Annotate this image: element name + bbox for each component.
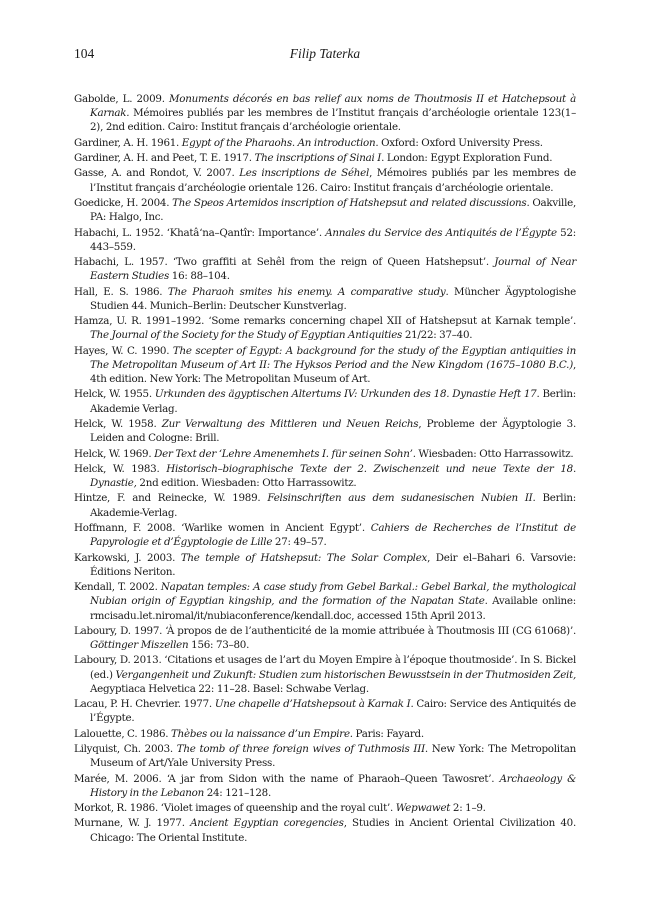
entry-title: Der Text der ‘Lehre Amenemhets I. für seinen Sohn’ (154, 447, 413, 460)
entry-title: Egypt of the Pharaohs. An introduction (181, 136, 376, 149)
bibliography-entry (74, 196, 576, 224)
bibliography-entry (74, 285, 576, 313)
entry-title: The Speos Artemidos inscription of Hatshepsut and related discussions (172, 196, 527, 209)
entry-author-year: Hamza, U. R. 1991–1992. ‘Some remarks concerning chapel XII of Hatshepsut at Karnak temple’. (74, 315, 576, 328)
bibliography-entry (74, 742, 576, 770)
entry-author-year: Hall, E. S. 1986. (74, 285, 168, 298)
entry-publication-details: . Cairo: Service des Antiquités de l’Égypte. (90, 698, 576, 725)
entry-publication-details: . Oxford: Oxford University Press. (375, 136, 543, 149)
entry-publication-details: 52: 443–559. (90, 226, 576, 253)
bibliography-entry (74, 551, 576, 579)
bibliography-entry (74, 255, 576, 283)
bibliography-entry (74, 816, 576, 844)
entry-publication-details: 156: 73–80. (188, 639, 250, 652)
entry-author-year: Marée, M. 2006. ‘A jar from Sidon with the name of Pharaoh–Queen Tawosret’. (74, 772, 500, 785)
entry-author-year: Helck, W. 1969. (74, 447, 155, 460)
entry-title: Napatan temples: A case study from Gebel Barkal.: Gebel Barkal, the mythological Nubian origin of Egyptian kingship, and the formation of the Napatan State (90, 581, 576, 608)
entry-publication-details: 24: 121–128. (203, 786, 271, 799)
bibliography-entry (74, 387, 576, 415)
entry-publication-details: . Berlin: Akademie Verlag. (90, 388, 576, 415)
entry-publication-details: 21/22: 37–40. (402, 329, 473, 342)
entry-author-year: Gasse, A. and Rondot, V. 2007. (74, 167, 240, 180)
entry-author-year: Laboury, D. 2013. ‘Citations et usages de l’art du Moyen Empire à l’époque thoutmoside’. In S. Bickel (ed.) (74, 654, 576, 681)
entry-author-year: Helck, W. 1958. (74, 418, 162, 431)
entry-title: Felsinschriften aus dem sudanesischen Nubien II (267, 492, 533, 505)
entry-author-year: Kendall, T. 2002. (74, 581, 161, 594)
entry-title: Ancient Egyptian coregencies (190, 817, 344, 830)
bibliography-entry (74, 521, 576, 549)
bibliography-entry (74, 580, 576, 623)
entry-publication-details: , Deir el–Bahari 6. Varsovie: Éditions Neriton. (90, 551, 576, 578)
bibliography-entry (74, 447, 576, 461)
entry-author-year: Laboury, D. 1997. ‘À propos de de l’authenticité de la momie attribuée à Thoutmosis III (CG 61068)’. (74, 624, 576, 637)
entry-title: The Pharaoh smites his enemy. A comparative study (167, 285, 446, 298)
entry-publication-details: . Müncher Ägyptologishe Studien 44. Munich–Berlin: Deutscher Kunstverlag. (90, 285, 576, 312)
entry-title: Historisch–biographische Texte der 2. Zwischenzeit und neue Texte der 18. Dynastie, (90, 462, 577, 490)
entry-title: Archaeology & History in the Lebanon (90, 772, 577, 799)
page-header (74, 46, 576, 66)
entry-title: Vergangenheit und Zukunft: Studien zum historischen Bewusstsein in der Thutmosiden Zeit, (115, 668, 576, 681)
entry-publication-details: . Wiesbaden: Otto Harrassowitz. (412, 447, 574, 460)
entry-publication-details: Mémoires publiés par les membres de l’Institut français d’archéologie orientale 123(1–2), 2nd edition. Cairo: Institut français d’archéologie orientale. (90, 107, 576, 134)
entry-author-year: Gabolde, L. 2009. (74, 93, 169, 105)
entry-title: Wepwawet (395, 802, 451, 815)
entry-publication-details: . London: Egypt Exploration Fund. (381, 152, 553, 165)
bibliography-entry (74, 136, 576, 150)
entry-title: Monuments décorés en bas relief aux noms de Thoutmosis II et Hatchepsout à Karnak. (90, 93, 576, 120)
entry-publication-details: 16: 88–104. (169, 270, 230, 283)
entry-title: The temple of Hatshepsut: The Solar Complex (180, 551, 428, 564)
entry-author-year: Morkot, R. 1986. ‘Violet images of queenship and the royal cult’. (74, 802, 396, 815)
bibliography-entry (74, 417, 576, 445)
entry-publication-details: 27: 49–57. (272, 536, 327, 549)
entry-publication-details: , Studies in Ancient Oriental Civilization 40. Chicago: The Oriental Institute. (90, 817, 576, 844)
entry-author-year: Habachi, L. 1952. ‘Khatâ‘na–Qantîr: Importance’. (74, 226, 326, 239)
entry-title: Annales du Service des Antiquités de l’Égypte (325, 226, 557, 239)
entry-author-year: Karkowski, J. 2003. (74, 551, 181, 564)
entry-author-year: Hayes, W. C. 1990. (74, 344, 173, 357)
bibliography-entry (74, 697, 576, 725)
entry-author-year: Lalouette, C. 1986. (74, 727, 172, 740)
entry-publication-details: . Paris: Fayard. (349, 727, 424, 740)
entry-publication-details: 2nd edition. Wiesbaden: Otto Harrassowitz. (136, 477, 357, 490)
bibliography-entry (74, 801, 576, 815)
bibliography-entry (74, 92, 576, 135)
bibliography-entry (74, 624, 576, 652)
entry-title: Göttinger Miszellen (90, 639, 189, 652)
entry-title: Les inscriptions de Séhel (239, 167, 370, 180)
entry-author-year: Goedicke, H. 2004. (74, 196, 173, 209)
entry-title: The inscriptions of Sinai I (254, 152, 382, 165)
entry-title: Zur Verwaltung des Mittleren und Neuen Reichs (161, 418, 419, 431)
bibliography-entry (74, 166, 576, 194)
bibliography-entry (74, 344, 576, 387)
page-number: 104 (74, 46, 95, 61)
entry-author-year: Lacau, P. H. Chevrier. 1977. (74, 698, 215, 711)
bibliography-entry (74, 727, 576, 741)
entry-author-year: Habachi, L. 1957. ‘Two graffiti at Sehêl from the reign of Queen Hatshepsut’. (74, 256, 495, 269)
entry-title: Cahiers de Recherches de l’Institut de Papyrologie et d’Égyptologie de Lille (90, 522, 576, 549)
bibliography-entry (74, 491, 576, 519)
bibliography-entry (74, 772, 576, 800)
entry-title: The scepter of Egypt: A background for the study of the Egyptian antiquities in The Metropolitan Museum of Art II: The Hyksos Period and the New Kingdom (1675–1080 B.C.) (90, 344, 576, 371)
entry-title: Thèbes ou la naissance d’un Empire (171, 727, 350, 740)
bibliography-entry (74, 151, 576, 165)
bibliography-entry (74, 226, 576, 254)
entry-publication-details: . Available online: rmcisadu.let.niromal/it/nubiaconference/kendall.doc, accessed 15th April 2013. (90, 595, 576, 622)
entry-author-year: Helck, W. 1983. (74, 462, 167, 475)
bibliography-entry (74, 462, 576, 490)
entry-author-year: Hintze, F. and Reinecke, W. 1989. (74, 492, 268, 505)
bibliography-entry (74, 314, 576, 342)
entry-author-year: Lilyquist, Ch. 2003. (74, 743, 177, 756)
entry-title: The tomb of three foreign wives of Tuthmosis III (176, 743, 425, 756)
running-head-author: Filip Taterka (289, 46, 361, 61)
entry-title: Urkunden des ägyptischen Altertums IV: Urkunden des 18. Dynastie Heft 17 (154, 388, 537, 401)
entry-publication-details: , Mémoires publiés par les membres de l’Institut français d’archéologie orientale 126. Cairo: Institut français d’archéologie orientale. (90, 167, 576, 194)
entry-title: Une chapelle d’Hatshepsout à Karnak I (214, 698, 411, 711)
entry-author-year: Hoffmann, F. 2008. ‘Warlike women in Ancient Egypt’. (74, 522, 371, 534)
entry-title: The Journal of the Society for the Study of Egyptian Antiquities (90, 329, 403, 342)
entry-author-year: Helck, W. 1955. (74, 388, 155, 401)
entry-author-year: Gardiner, A. H. and Peet, T. E. 1917. (74, 152, 255, 165)
entry-publication-details: , Probleme der Ägyptologie 3. Leiden and Cologne: Brill. (90, 418, 576, 445)
bibliography-list (74, 92, 576, 846)
entry-publication-details: . Oakville, PA: Halgo, Inc. (90, 196, 576, 224)
entry-author-year: Gardiner, A. H. 1961. (74, 136, 182, 149)
bibliography-entry (74, 653, 576, 696)
entry-publication-details: . Berlin: Akademie-Verlag. (90, 492, 576, 519)
entry-publication-details: Aegyptiaca Helvetica 22: 11–28. Basel: Schwabe Verlag. (90, 682, 369, 695)
entry-publication-details: 2: 1–9. (450, 802, 486, 815)
entry-publication-details: , 4th edition. New York: The Metropolitan Museum of Art. (90, 358, 576, 386)
entry-title: Journal of Near Eastern Studies (90, 256, 576, 283)
entry-author-year: Murnane, W. J. 1977. (74, 817, 191, 830)
entry-publication-details: . New York: The Metropolitan Museum of Art/Yale University Press. (90, 743, 576, 770)
